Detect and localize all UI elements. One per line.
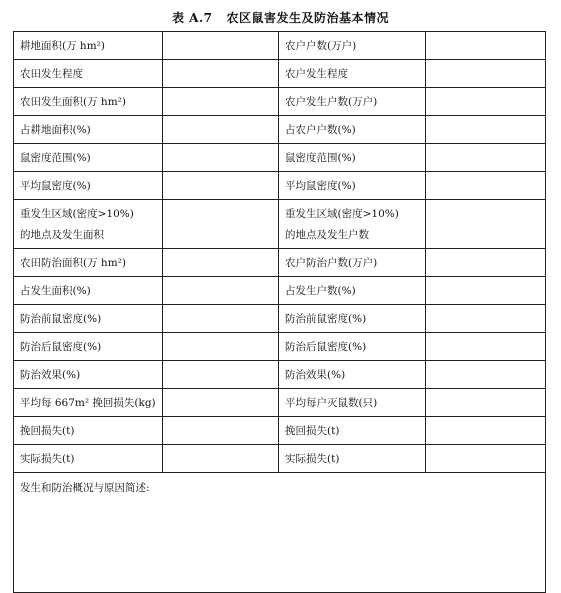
table-row xyxy=(14,200,546,249)
value-cell-left[interactable] xyxy=(163,417,279,445)
row-label-left: 实际损失(t) xyxy=(14,445,163,473)
row-label-left: 农田防治面积(万 hm²) xyxy=(14,249,163,277)
value-cell-left[interactable] xyxy=(163,249,279,277)
table-row xyxy=(14,60,546,88)
table-row xyxy=(14,361,546,389)
table-row xyxy=(14,88,546,116)
row-label-left: 鼠密度范围(%) xyxy=(14,144,163,172)
row-label-right: 农户发生程度 xyxy=(279,60,426,88)
row-label-right: 平均鼠密度(%) xyxy=(279,172,426,200)
table-caption xyxy=(0,9,561,26)
table-row xyxy=(14,172,546,200)
row-label-left: 占耕地面积(%) xyxy=(14,116,163,144)
value-cell-left[interactable] xyxy=(163,60,279,88)
table-row xyxy=(14,305,546,333)
row-label-left: 占发生面积(%) xyxy=(14,277,163,305)
row-label-right: 农户防治户数(万户) xyxy=(279,249,426,277)
value-cell-right[interactable] xyxy=(426,88,546,116)
rodent-situation-table xyxy=(13,31,546,593)
value-cell-right[interactable] xyxy=(426,60,546,88)
value-cell-left[interactable] xyxy=(163,361,279,389)
table-row xyxy=(14,32,546,60)
value-cell-right[interactable] xyxy=(426,144,546,172)
table-row xyxy=(14,249,546,277)
value-cell-right[interactable] xyxy=(426,277,546,305)
row-label-left: 防治前鼠密度(%) xyxy=(14,305,163,333)
summary-label: 发生和防治概况与原因简述: xyxy=(20,482,150,494)
row-label-right: 平均每户灭鼠数(只) xyxy=(279,389,426,417)
row-label-left: 防治效果(%) xyxy=(14,361,163,389)
value-cell-left[interactable] xyxy=(163,389,279,417)
value-cell-right[interactable] xyxy=(426,417,546,445)
row-label-right: 农户户数(万户) xyxy=(279,32,426,60)
label-line-2: 的地点及发生户数 xyxy=(285,228,369,241)
summary-cell[interactable] xyxy=(14,473,546,593)
row-label-left: 平均鼠密度(%) xyxy=(14,172,163,200)
summary-row xyxy=(14,473,546,593)
value-cell-right[interactable] xyxy=(426,172,546,200)
row-label-right: 实际损失(t) xyxy=(279,445,426,473)
row-label-left: 挽回损失(t) xyxy=(14,417,163,445)
value-cell-left[interactable] xyxy=(163,333,279,361)
row-label-left: 农田发生程度 xyxy=(14,60,163,88)
value-cell-left[interactable] xyxy=(163,277,279,305)
row-label-right: 挽回损失(t) xyxy=(279,417,426,445)
value-cell-right[interactable] xyxy=(426,361,546,389)
value-cell-right[interactable] xyxy=(426,200,546,249)
row-label-right: 防治后鼠密度(%) xyxy=(279,333,426,361)
table-row xyxy=(14,389,546,417)
table-number: 表 A.7 xyxy=(171,11,213,25)
row-label-right: 防治前鼠密度(%) xyxy=(279,305,426,333)
row-label-left xyxy=(14,200,163,249)
value-cell-right[interactable] xyxy=(426,333,546,361)
value-cell-left[interactable] xyxy=(163,116,279,144)
row-label-left: 防治后鼠密度(%) xyxy=(14,333,163,361)
label-line-1: 重发生区域(密度>10%) xyxy=(20,207,134,220)
table-row xyxy=(14,144,546,172)
label-line-2: 的地点及发生面积 xyxy=(20,228,104,241)
value-cell-left[interactable] xyxy=(163,445,279,473)
value-cell-right[interactable] xyxy=(426,305,546,333)
value-cell-right[interactable] xyxy=(426,32,546,60)
value-cell-left[interactable] xyxy=(163,88,279,116)
row-label-right: 占农户户数(%) xyxy=(279,116,426,144)
value-cell-left[interactable] xyxy=(163,200,279,249)
row-label-right: 农户发生户数(万户) xyxy=(279,88,426,116)
row-label-left: 平均每 667m² 挽回损失(kg) xyxy=(14,389,163,417)
table-row xyxy=(14,277,546,305)
value-cell-left[interactable] xyxy=(163,32,279,60)
value-cell-right[interactable] xyxy=(426,249,546,277)
label-line-1: 重发生区域(密度>10%) xyxy=(285,207,399,220)
row-label-right xyxy=(279,200,426,249)
value-cell-right[interactable] xyxy=(426,389,546,417)
table-row xyxy=(14,417,546,445)
table-title: 农区鼠害发生及防治基本情况 xyxy=(226,11,390,25)
table-row xyxy=(14,445,546,473)
table-row xyxy=(14,333,546,361)
value-cell-right[interactable] xyxy=(426,116,546,144)
row-label-right: 鼠密度范围(%) xyxy=(279,144,426,172)
value-cell-left[interactable] xyxy=(163,305,279,333)
row-label-right: 防治效果(%) xyxy=(279,361,426,389)
value-cell-left[interactable] xyxy=(163,144,279,172)
table-row xyxy=(14,116,546,144)
row-label-right: 占发生户数(%) xyxy=(279,277,426,305)
row-label-left: 农田发生面积(万 hm²) xyxy=(14,88,163,116)
value-cell-left[interactable] xyxy=(163,172,279,200)
value-cell-right[interactable] xyxy=(426,445,546,473)
row-label-left: 耕地面积(万 hm²) xyxy=(14,32,163,60)
